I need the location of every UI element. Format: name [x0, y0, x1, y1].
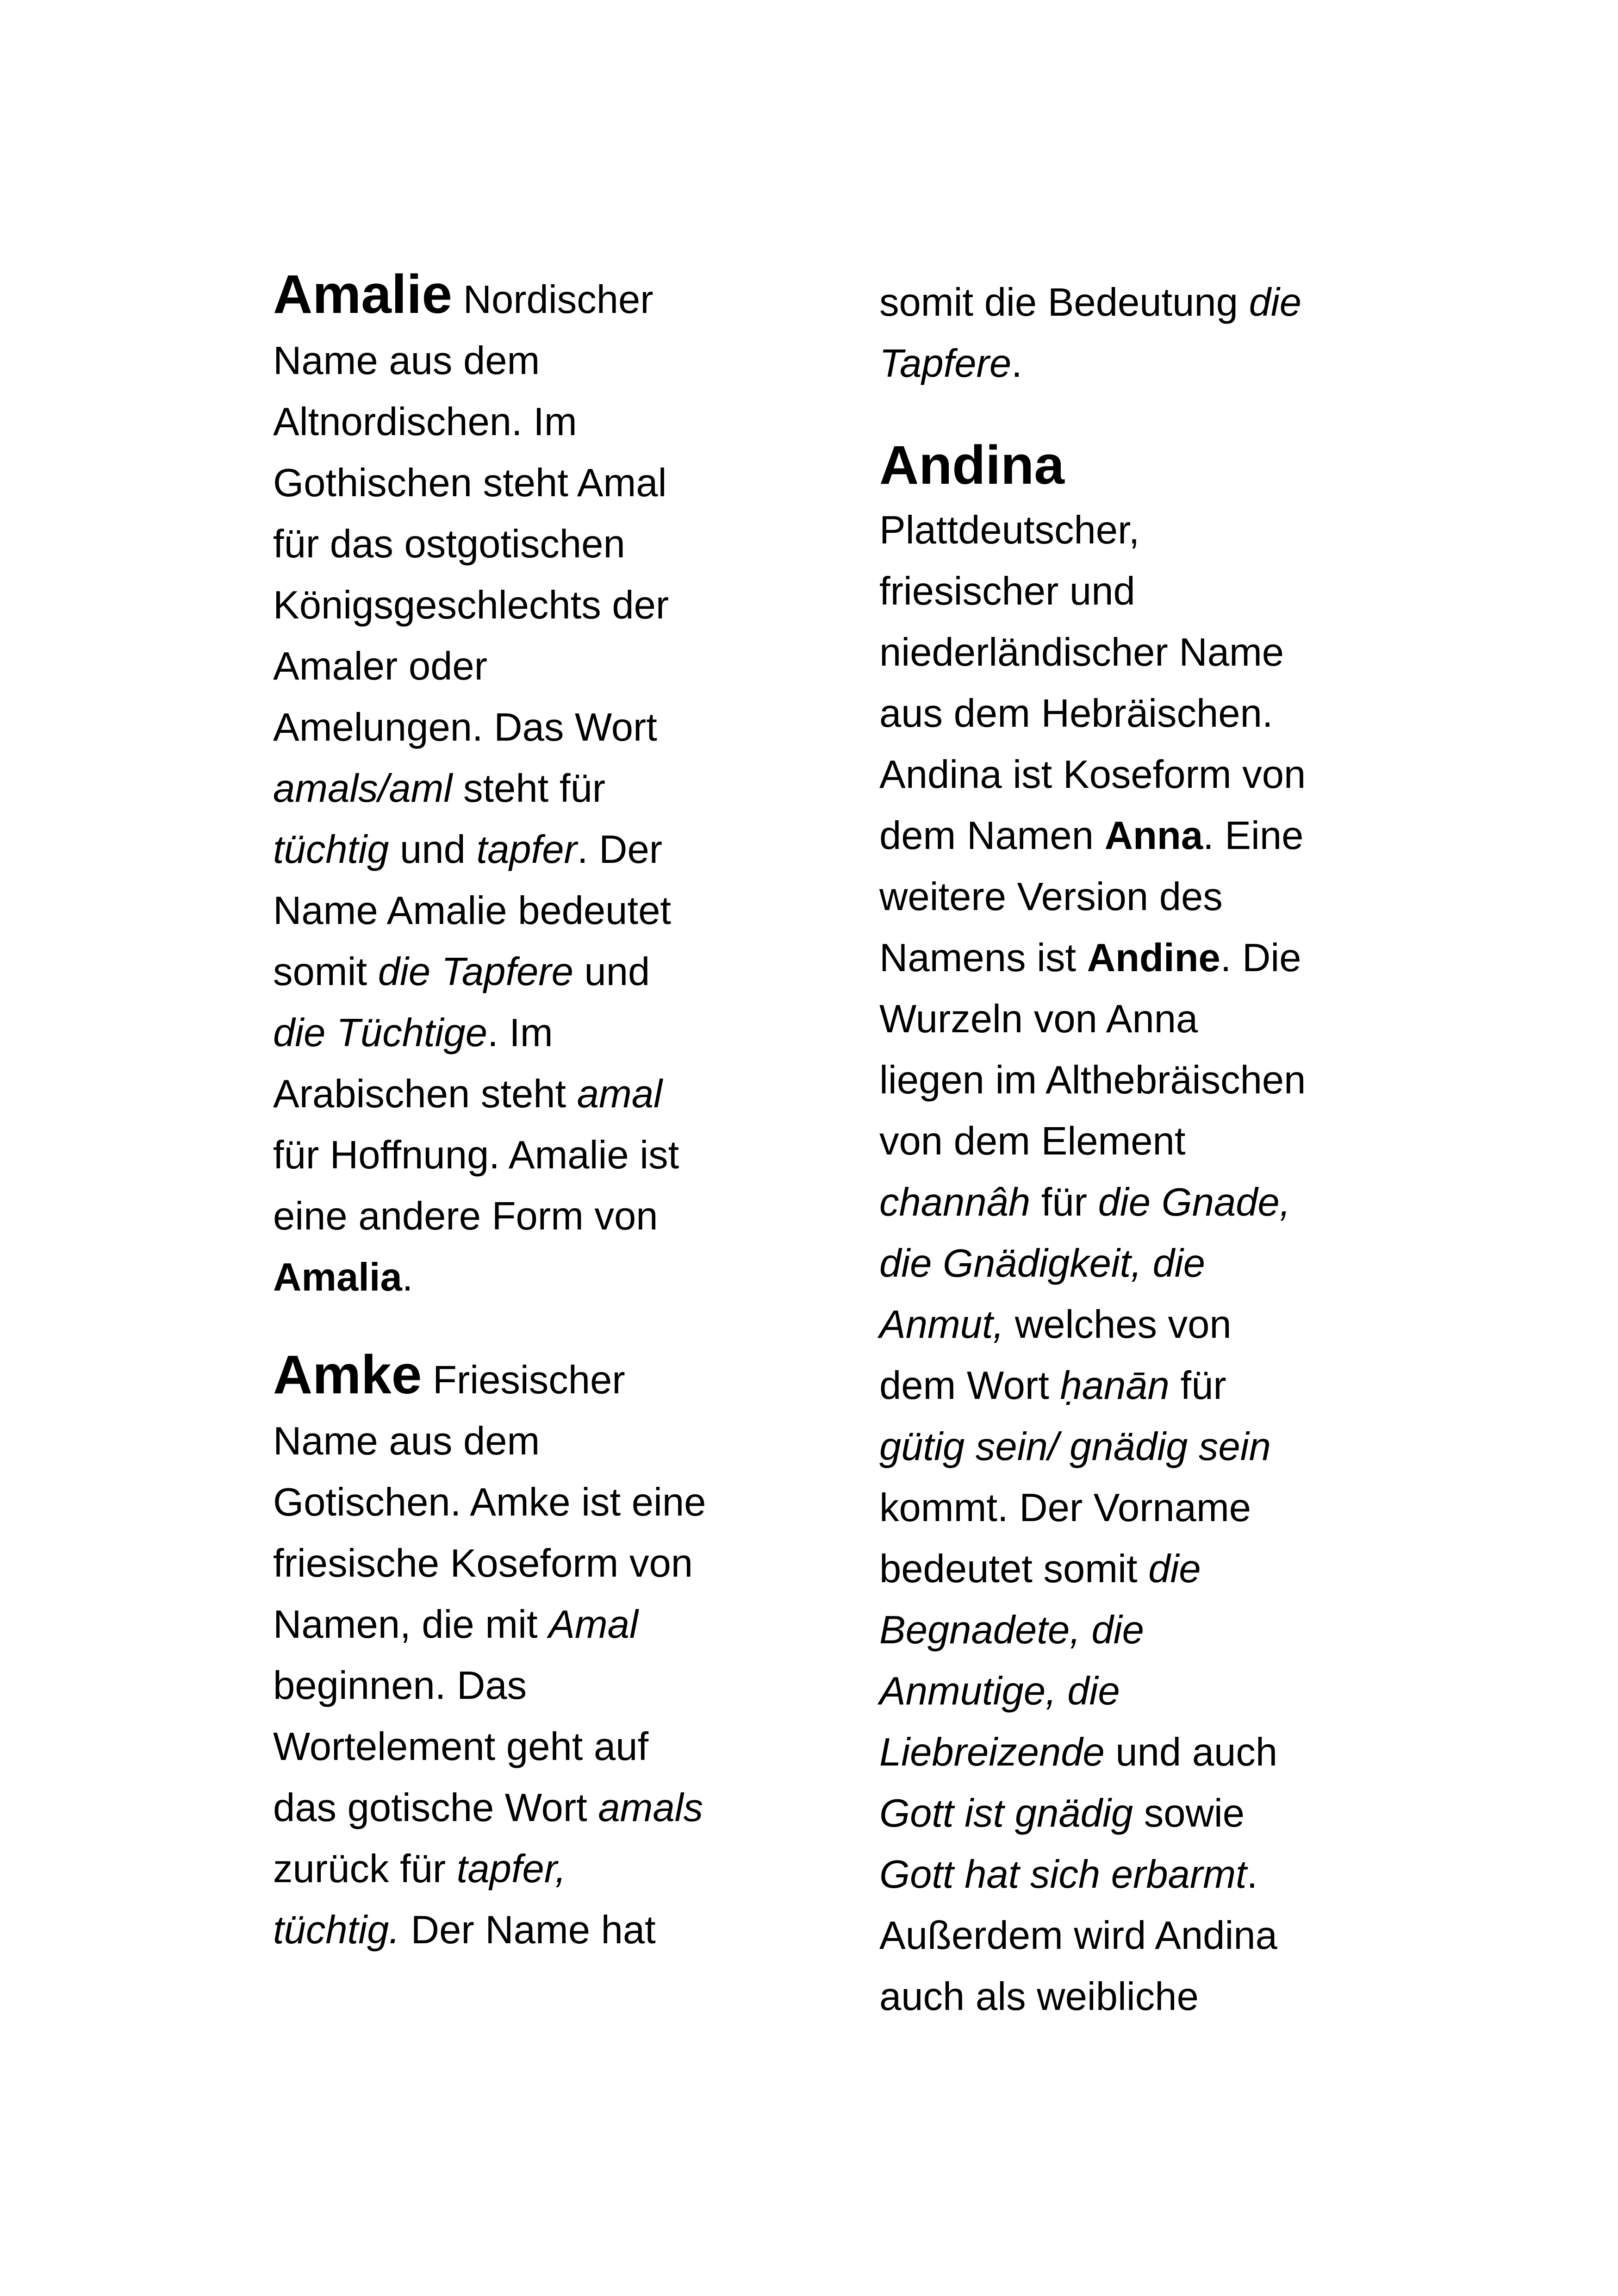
text-run: steht für [452, 767, 606, 811]
text-run: somit die Bedeutung [879, 281, 1249, 324]
emphasized-term: Tapfere [879, 342, 1012, 386]
text-run: bedeutet somit [879, 1547, 1149, 1591]
text-line [273, 1655, 787, 1716]
text-line [273, 1064, 787, 1125]
entry-amke [273, 1344, 787, 1961]
text-run: Friesischer [422, 1358, 625, 1402]
text-line [273, 1472, 787, 1533]
text-line [879, 1233, 1361, 1294]
text-line [273, 264, 787, 331]
text-line [879, 1050, 1361, 1111]
text-line [273, 697, 787, 758]
text-run: . [402, 1255, 413, 1299]
text-run: Arabischen steht [273, 1072, 577, 1116]
text-line [879, 500, 1361, 561]
text-line [273, 1900, 787, 1961]
emphasized-term: Liebreizende [879, 1730, 1105, 1774]
text-run: Namen, die mit [273, 1603, 549, 1647]
text-line [273, 758, 787, 819]
emphasized-term: die Tapfere [378, 950, 573, 994]
text-line [273, 819, 787, 880]
text-line [879, 561, 1361, 622]
emphasized-term: Amal [548, 1603, 638, 1647]
text-line [273, 1839, 787, 1900]
emphasized-term: Gott ist gnädig [879, 1791, 1133, 1835]
text-line [879, 622, 1361, 683]
text-run: und [573, 950, 650, 994]
name-reference: Anna [1104, 814, 1203, 858]
text-line [273, 942, 787, 1003]
emphasized-term: channâh [879, 1180, 1031, 1224]
text-line [273, 1003, 787, 1064]
text-line [879, 1294, 1361, 1355]
text-line [879, 989, 1361, 1050]
emphasized-term: amal [577, 1072, 663, 1116]
entry-amalie [273, 264, 787, 1308]
text-line [273, 1533, 787, 1594]
text-run: friesische Koseform von [273, 1541, 693, 1585]
text-run: dem Namen [879, 814, 1105, 858]
text-line [879, 805, 1361, 867]
emphasized-term: die [1249, 281, 1302, 324]
text-run: somit [273, 950, 378, 994]
name-reference: Andine [1087, 936, 1220, 980]
text-line [273, 1247, 787, 1308]
text-line [879, 272, 1361, 333]
entry-headword: Andina [879, 435, 1064, 496]
text-line [273, 331, 787, 392]
text-run: . Die [1220, 936, 1301, 980]
emphasized-term: tapfer, [456, 1847, 566, 1891]
emphasized-term: gütig sein/ gnädig sein [879, 1425, 1271, 1469]
text-line [879, 1539, 1361, 1600]
emphasized-term: Anmut, [879, 1303, 1004, 1347]
text-line [879, 333, 1361, 394]
text-line [879, 744, 1361, 805]
text-run: . [1246, 1853, 1258, 1897]
right-column [879, 272, 1361, 2028]
text-line [273, 1778, 787, 1839]
text-run: weitere Version des [879, 875, 1223, 919]
text-line [879, 1600, 1361, 1661]
text-run: . Eine [1203, 814, 1304, 858]
text-run: Amelungen. Das Wort [273, 705, 657, 749]
emphasized-term: tüchtig [273, 828, 389, 872]
text-run: eine andere Form von [273, 1194, 658, 1238]
text-run: Königsgeschlechts der [273, 583, 669, 627]
text-line [273, 514, 787, 575]
entry-andina [879, 430, 1361, 2028]
emphasized-term: die [1148, 1547, 1201, 1591]
text-run: zurück für [273, 1847, 457, 1891]
emphasized-term: ḥanān [1060, 1364, 1170, 1408]
text-run: für [1030, 1180, 1098, 1224]
emphasized-term: die Gnade, [1098, 1180, 1291, 1224]
text-run: welches von [1004, 1303, 1232, 1347]
text-run: für [1169, 1364, 1226, 1408]
text-run: dem Wort [879, 1364, 1060, 1408]
text-run: kommt. Der Vorname [879, 1486, 1251, 1530]
text-run: Name Amalie bedeutet [273, 889, 671, 933]
text-line [273, 575, 787, 636]
entry-headword: Amalie [273, 264, 452, 325]
text-line [879, 1111, 1361, 1172]
text-line [273, 1125, 787, 1186]
text-run: für Hoffnung. Amalie ist [273, 1133, 679, 1177]
emphasized-term: die Tüchtige [273, 1011, 488, 1055]
text-run: Gotischen. Amke ist eine [273, 1480, 706, 1524]
text-line [273, 636, 787, 697]
text-run: sowie [1133, 1791, 1245, 1835]
text-run: liegen im Althebräischen [879, 1058, 1306, 1102]
text-run: und auch [1104, 1730, 1278, 1774]
text-run: Gothischen steht Amal [273, 461, 667, 505]
text-run: aus dem Hebräischen. [879, 692, 1273, 736]
text-run: Name aus dem [273, 1419, 540, 1463]
text-line [273, 1186, 787, 1247]
text-line [879, 1783, 1361, 1844]
text-line [273, 1716, 787, 1778]
emphasized-term: Anmutige, die [879, 1669, 1120, 1713]
text-line [879, 928, 1361, 989]
text-line [273, 1411, 787, 1472]
text-run: Altnordischen. Im [273, 400, 577, 444]
text-run: auch als weibliche [879, 1975, 1199, 2019]
text-run: Name aus dem [273, 339, 540, 383]
text-line [879, 1966, 1361, 2028]
text-run: Außerdem wird Andina [879, 1914, 1277, 1958]
text-run: . Der [577, 828, 663, 872]
text-line [879, 1722, 1361, 1783]
emphasized-term: Begnadete, die [879, 1608, 1144, 1652]
text-line [273, 453, 787, 514]
text-run: Der Name hat [400, 1908, 656, 1952]
text-line [273, 1344, 787, 1411]
text-line [879, 1478, 1361, 1539]
text-run: das gotische Wort [273, 1786, 598, 1830]
text-run: Namens ist [879, 936, 1087, 980]
text-run: Andina ist Koseform von [879, 753, 1306, 797]
emphasized-term: amals/aml [273, 767, 453, 811]
text-line [879, 1844, 1361, 1905]
left-column [273, 264, 787, 1961]
entry-headword: Amke [273, 1344, 422, 1405]
entry-amke-continuation [879, 272, 1361, 394]
text-line [879, 1905, 1361, 1966]
text-run: von dem Element [879, 1119, 1186, 1163]
text-run: und [389, 828, 477, 872]
text-run: . Im [487, 1011, 553, 1055]
text-run: Wurzeln von Anna [879, 997, 1198, 1041]
text-run: Nordischer [452, 278, 653, 322]
emphasized-term: Gott hat sich erbarmt [879, 1853, 1247, 1897]
text-line [879, 867, 1361, 928]
text-run: Plattdeutscher, [879, 508, 1140, 552]
emphasized-term: amals [598, 1786, 703, 1830]
text-line [879, 1172, 1361, 1233]
emphasized-term: die Gnädigkeit, die [879, 1242, 1206, 1285]
text-line [273, 1594, 787, 1655]
text-run: niederländischer Name [879, 630, 1284, 674]
text-line [879, 1416, 1361, 1478]
emphasized-term: tapfer [476, 828, 577, 872]
text-line [273, 392, 787, 453]
name-reference: Amalia [273, 1255, 402, 1299]
emphasized-term: tüchtig. [273, 1908, 400, 1952]
text-run: friesischer und [879, 569, 1135, 613]
text-line [879, 683, 1361, 744]
text-run: Wortelement geht auf [273, 1725, 649, 1769]
text-run: . [1011, 342, 1022, 386]
text-run: Amaler oder [273, 644, 487, 688]
text-run: beginnen. Das [273, 1664, 527, 1708]
text-line [879, 1661, 1361, 1722]
text-line [273, 880, 787, 942]
text-run: für das ostgotischen [273, 522, 625, 566]
text-line [879, 1355, 1361, 1416]
